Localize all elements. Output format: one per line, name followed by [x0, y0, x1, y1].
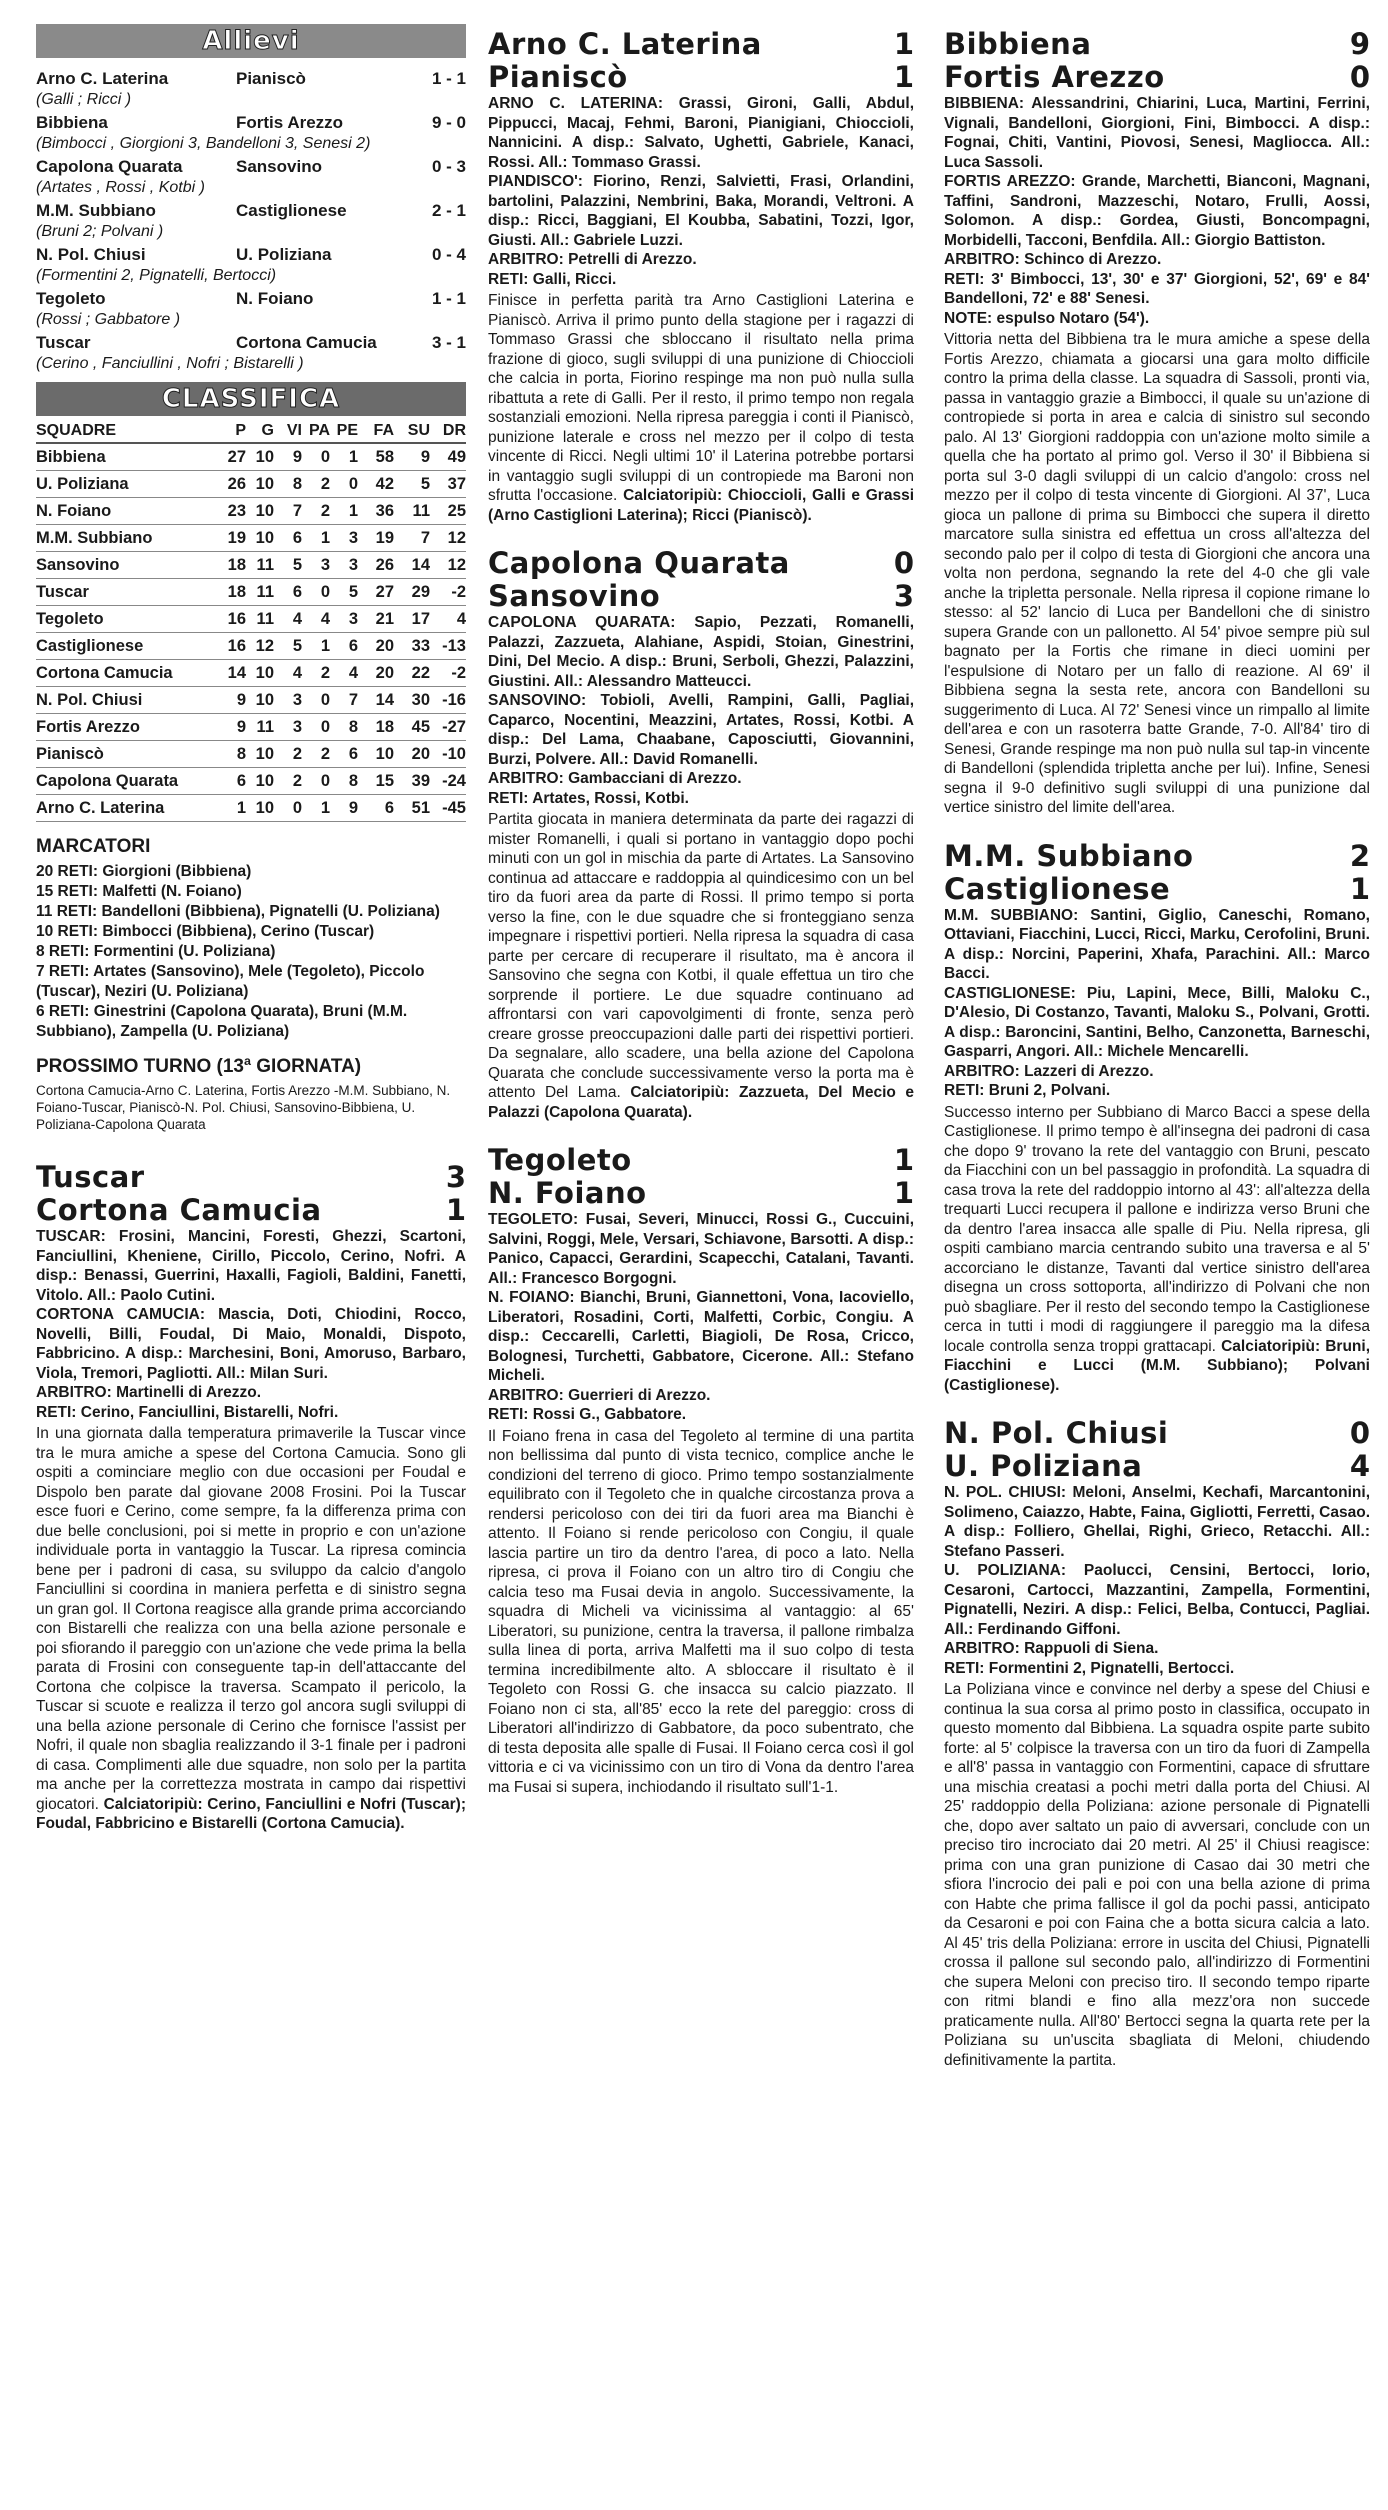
- table-row: [36, 741, 466, 768]
- result-row: [36, 288, 466, 310]
- column-right: [944, 24, 1370, 2070]
- away-team: Fortis Arezzo: [944, 60, 1165, 94]
- stat-cell: 4: [330, 660, 358, 687]
- away-lineup: PIANDISCO': Fiorino, Renzi, Salvietti, Frasi, Orlandini, bartolini, Palazzini, Nembrini, Baka, Morandi, Veltroni. A disp.: Ricci, Baggiani, El Koubba, Sabatini, Tozzi, Igor, Giusti. All.: Gabriele Luzzi.: [488, 173, 914, 249]
- home-score: 3: [445, 1160, 466, 1194]
- stat-cell: 6: [358, 795, 394, 822]
- stat-cell: 15: [358, 768, 394, 795]
- match-subbiano: [944, 840, 1370, 1396]
- table-row: [36, 714, 466, 741]
- home-lineup: TEGOLETO: Fusai, Severi, Minucci, Rossi G., Cuccuini, Salvini, Roggi, Mele, Versari, Schiavone, Barsotti. A disp.: Panico, Capacci, Gerardini, Scapecchi, Catalani, Tavanti. All.: Francesco Borgogni.: [488, 1211, 914, 1287]
- result-row: [36, 332, 466, 354]
- stat-cell: 5: [274, 552, 302, 579]
- match-capolona: [488, 547, 914, 1122]
- stat-cell: 22: [394, 660, 430, 687]
- result-home: Bibbiena: [36, 113, 108, 132]
- match-report: In una giornata dalla temperatura primaverile la Tuscar vince tra le mura amiche a spese del Cortona Camucia. Sono gli ospiti a cominciare meglio con due occasioni per Foudal e Dispolo ben parate dal giovane 2008 Frosini. Poi la Tuscar esce fuori e Cerino, come sempre, fa la differenza prima con due belle conclusioni, poi si mette in proprio e con un'azione individuale porta in vantaggio la Tuscar. La ripresa comincia bene per i padroni di casa, su sviluppo da calcio d'angolo Fanciullini si coordina in maniera perfetta e di sinistro segna un gran gol. Il Cortona reagisce alla grande prima accorciando con Bistarelli che realizza con una bella azione personale e poi sfiorando il pareggio con un'azione che vede prima la bella parata di Frosini con conseguente tap-in dell'attaccante del Cortona che colpisce la traversa. Scampato il pericolo, la Tuscar si scuote e realizza il terzo gol ancora sugli sviluppi di una bella azione personale di Cerino che fornisce l'assist per Nofri, il quale non sbaglia realizzando il 3-1 finale per i padroni di casa. Complimenti alle due squadre, non solo per la partita ma anche per la correttezza mostrata in campo dai rispettivi giocatori. Calciatoripiù: Cerino, Fanciullini e Nofri (Tuscar); Foudal, Fabbricino e Bistarelli (Cortona Camucia).: [36, 1425, 466, 1832]
- stat-cell: 2: [302, 660, 330, 687]
- stat-cell: 8: [330, 768, 358, 795]
- stat-cell: 9: [218, 687, 246, 714]
- home-lineup: BIBBIENA: Alessandrini, Chiarini, Luca, Martini, Ferrini, Vignali, Bandelloni, Giorgioni, Fini, Bimbocci. A disp.: Fognai, Chiti, Vantini, Piovosi, Senesi, Magliocca. All.: Luca Sassoli.: [944, 95, 1370, 171]
- stat-cell: 8: [330, 714, 358, 741]
- home-team: Capolona Quarata: [488, 546, 790, 580]
- stat-cell: 12: [246, 633, 274, 660]
- stat-cell: 10: [246, 525, 274, 552]
- result-score: 1 - 1: [431, 289, 466, 308]
- result-away: Sansovino: [236, 157, 322, 176]
- team-name: Cortona Camucia: [36, 660, 218, 687]
- match-tuscar: [36, 1161, 466, 1834]
- result-home: M.M. Subbiano: [36, 201, 156, 220]
- stat-cell: 1: [218, 795, 246, 822]
- prossimo-text: Cortona Camucia-Arno C. Laterina, Fortis Arezzo -M.M. Subbiano, N. Foiano-Tuscar, Pianiscò-N. Pol. Chiusi, Sansovino-Bibbiena, U. Poliziana-Capolona Quarata: [36, 1083, 451, 1132]
- away-score: 4: [1349, 1449, 1370, 1483]
- team-name: Bibbiena: [36, 443, 218, 471]
- stat-cell: 0: [330, 471, 358, 498]
- stat-cell: 58: [358, 443, 394, 471]
- result-score: 1 - 1: [431, 69, 466, 88]
- standings-header: [36, 422, 466, 443]
- scorer-line: 6 RETI: Ginestrini (Capolona Quarata), Bruni (M.M. Subbiano), Zampella (U. Poliziana): [36, 1003, 408, 1040]
- result-away: N. Foiano: [236, 289, 314, 308]
- stat-cell: 8: [218, 741, 246, 768]
- stat-cell: -13: [430, 633, 466, 660]
- stat-cell: -2: [430, 579, 466, 606]
- scorer-line: 8 RETI: Formentini (U. Poliziana): [36, 943, 276, 960]
- home-team: Arno C. Laterina: [488, 27, 762, 61]
- stat-cell: 11: [394, 498, 430, 525]
- home-lineup: CAPOLONA QUARATA: Sapio, Pezzati, Romanelli, Palazzi, Zazzueta, Alahiane, Aspidi, Stoian, Ginestrini, Dini, Del Mecio. A disp.: Bruni, Serboli, Ghezzi, Palazzini, Giustini. All.: Alessandro Matteucci.: [488, 614, 914, 690]
- home-lineup: TUSCAR: Frosini, Mancini, Foresti, Ghezzi, Scartoni, Fanciullini, Kheniene, Cirillo, Piccolo, Cerino, Nofri. A disp.: Benassi, Guerrini, Haxalli, Fagioli, Baldini, Fanetti, Vitolo. All.: Paolo Cutini.: [36, 1228, 466, 1304]
- home-score: 0: [1349, 1416, 1370, 1450]
- stat-cell: 6: [218, 768, 246, 795]
- result-away: Cortona Camucia: [236, 333, 377, 352]
- stat-cell: 10: [246, 471, 274, 498]
- classifica-banner: [36, 382, 466, 416]
- referee: ARBITRO: Martinelli di Arezzo.: [36, 1384, 262, 1401]
- stat-cell: 7: [274, 498, 302, 525]
- column-left: [36, 24, 466, 1834]
- match-report: Il Foiano frena in casa del Tegoleto al termine di una partita non bellissima dal punto di vista tecnico, complice anche le condizioni del terreno di gioco. Primo tempo sostanzialmente equilibrato con il Tegoleto che in qualche circostanza prova a rendersi pericoloso con dei tiri da fuori area ma Bianchi è attento. Il Foiano si rende pericoloso con Congiu, il quale lascia partire un tiro da dentro l'area, di poco a lato. Nella ripresa, ci prova il Foiano con un altro tiro di Congiu che calcia teso ma Fusai devia in angolo. Successivamente, la squadra di Micheli va vicinissima al vantaggio: al 65' Liberatori, su punizione, centra la traversa, il pallone rimbalza sulla linea di porta, arriva Malfetti ma il suo colpo di testa termina incredibilmente alto. A sbloccare il risultato è il Tegoleto con Rossi G. che insacca su calcio piazzato. Il Foiano non ci sta, all'85' ecco la rete del pareggio: cross di Liberatori all'indirizzo di Gabbatore, da poco subentrato, che di testa deposita alle spalle di Fusai. Il Foiano cerca così il gol vittoria e ci va vicinissimo con un tiro di Vona da dentro l'area ma Fusai si supera, inchiodando il risultato sull'1-1.: [488, 1427, 914, 1796]
- home-lineup: ARNO C. LATERINA: Grassi, Gironi, Galli, Abdul, Pippucci, Macaj, Fehmi, Baroni, Pianigiani, Chioccioli, Nannicini. A disp.: Salvato, Ughetti, Gabriele, Kanaci, Rossi. All.: Tommaso Grassi.: [488, 95, 914, 171]
- match-report: Finisce in perfetta parità tra Arno Castiglioni Laterina e Pianiscò. Arriva il primo punto della stagione per i ragazzi di Tommaso Grassi che sbloccano il risultato nella prima frazione di gioco, sugli sviluppi di una punizione di Chioccioli che calcia in porta, Fiorino respinge ma non può nulla sulla ribattuta a rete di Galli. Per il resto, il primo tempo non regala sostanziali emozioni. Nella ripresa pareggia i conti il Pianiscò, punizione laterale e cross nel mezzo per il colpo di testa vincente di Ricci. Negli ultimi 10' il Laterina potrebbe portarsi in vantaggio sugli sviluppi di un contropiede ma Baroni non sfrutta l'occasione. Calciatoripiù: Chioccioli, Galli e Grassi (Arno Castiglioni Laterina); Ricci (Pianiscò).: [488, 292, 915, 524]
- away-team: Pianiscò: [488, 60, 628, 94]
- results-list: [36, 68, 466, 374]
- stat-cell: 27: [218, 443, 246, 471]
- away-lineup: CORTONA CAMUCIA: Mascia, Doti, Chiodini, Rocco, Novelli, Billi, Foudal, Di Maio, Monaldi, Dispoto, Fabbricino. A disp.: Marchesini, Boni, Amoruso, Barbaro, Viola, Tremori, Pagliotti. All.: Milan Suri.: [36, 1306, 466, 1382]
- match-tegoleto: [488, 1144, 914, 1797]
- stat-cell: 11: [246, 606, 274, 633]
- allievi-title: Allievi: [202, 26, 300, 56]
- column-header: FA: [358, 422, 394, 443]
- stat-cell: 5: [330, 579, 358, 606]
- result-home: Capolona Quarata: [36, 157, 183, 176]
- stat-cell: 3: [330, 552, 358, 579]
- stat-cell: 2: [302, 498, 330, 525]
- goals: RETI: 3' Bimbocci, 13', 30' e 37' Giorgioni, 52', 69' e 84' Bandelloni, 72' e 88' Senesi.: [944, 270, 1370, 307]
- stat-cell: 12: [430, 552, 466, 579]
- stat-cell: 10: [246, 795, 274, 822]
- table-row: [36, 552, 466, 579]
- stat-cell: 2: [302, 741, 330, 768]
- home-team: M.M. Subbiano: [944, 838, 1194, 873]
- stat-cell: 5: [394, 471, 430, 498]
- away-lineup: N. FOIANO: Bianchi, Bruni, Giannettoni, Vona, Iacoviello, Liberatori, Rosadini, Corti, Malfetti, Corbic, Congiu. A disp.: Ceccarelli, Carletti, Biagioli, De Rosa, Cricco, Bolognesi, Turchetti, Gabbatore, Cicerone. All.: Stefano Micheli.: [488, 1289, 914, 1384]
- scorer-line: 20 RETI: Giorgioni (Bibbiena): [36, 863, 252, 880]
- table-row: [36, 768, 466, 795]
- stat-cell: 7: [330, 687, 358, 714]
- stat-cell: 14: [394, 552, 430, 579]
- result-row: [36, 68, 466, 90]
- column-header: PA: [302, 422, 330, 443]
- result-home: Arno C. Laterina: [36, 69, 169, 88]
- goals: RETI: Galli, Ricci.: [488, 270, 617, 288]
- result-home: N. Pol. Chiusi: [36, 245, 146, 264]
- column-header: P: [218, 422, 246, 443]
- column-header: DR: [430, 422, 466, 443]
- prossimo-title: PROSSIMO TURNO (13ª GIORNATA): [36, 1056, 362, 1077]
- table-row: [36, 795, 466, 822]
- stat-cell: 36: [358, 498, 394, 525]
- team-name: Tuscar: [36, 579, 218, 606]
- match-arno: [488, 28, 914, 525]
- stat-cell: 33: [394, 633, 430, 660]
- away-team: Cortona Camucia: [36, 1193, 322, 1227]
- team-name: Sansovino: [36, 552, 218, 579]
- table-row: [36, 606, 466, 633]
- stat-cell: 37: [430, 471, 466, 498]
- stat-cell: 10: [246, 768, 274, 795]
- allievi-banner: [36, 24, 466, 58]
- stat-cell: 6: [274, 525, 302, 552]
- stat-cell: 17: [394, 606, 430, 633]
- result-scorers: (Bimbocci , Giorgioni 3, Bandelloni 3, Senesi 2): [36, 135, 371, 152]
- column-header: G: [246, 422, 274, 443]
- team-name: Pianiscò: [36, 741, 218, 768]
- referee: ARBITRO: Rappuoli di Siena.: [944, 1640, 1159, 1657]
- match-report: Vittoria netta del Bibbiena tra le mura amiche a spese della Fortis Arezzo, chiamata a giocarsi una gara molto difficile contro la prima della classe. La squadra di Sassoli, pronti via, passa in vantaggio grazie a Bimbocci, il quale su un'azione di contropiede si porta in area e calcia di sinistro sul secondo palo. Al 13' Giorgioni raddoppia con un'azione molto simile a quella che ha portato al primo gol. Verso il 30' il Bibbiena si porta sul 3-0 dagli sviluppi di un calcio d'angolo: cross nel mezzo per il colpo di testa vincente di Giorgioni. Al 37', Luca gioca un pallone di prima su Bimbocci che supera il diretto marcatore sulla sinistra ed effettua un cross all'altezza del secondo palo per il colpo di testa di Giorgioni che ancora una volta non perdona, segnando la rete del 4-0 che gli vale anche la tripletta personale. Nella ripresa il copione rimane lo stesso: al 52' lancio di Luca per Bandelloni che di sinistro supera Grande con un pallonetto. Al 54' pivoe sempre più sul bagnato per la Fortis che rimane in dieci uomini per l'espulsione di Notaro per un fallo di reazione. Al 69' il Bibbiena segna la sesta rete, ancora con Bandelloni su suggerimento di Luca. Al 72' Senesi vince un rimpallo al limite dell'area e con un rasoterra batte Grande, 7-0. All'84' tiro di Senesi, Grande respinge ma non può nulla sul tap-in vincente di Bandelloni (splendida tripletta anche per lui). Infine, Senesi segna il 9-0 definitivo sugli sviluppi di una punizione dal vertice sinistro del limite dell'area.: [944, 331, 1370, 816]
- stat-cell: 2: [274, 768, 302, 795]
- stat-cell: 11: [246, 579, 274, 606]
- stat-cell: 2: [274, 741, 302, 768]
- stat-cell: 1: [302, 795, 330, 822]
- table-row: [36, 471, 466, 498]
- away-score: 1: [445, 1193, 466, 1227]
- stat-cell: 25: [430, 498, 466, 525]
- result-scorers: (Cerino , Fanciullini , Nofri ; Bistarelli ): [36, 355, 304, 372]
- goals: RETI: Rossi G., Gabbatore.: [488, 1406, 687, 1423]
- referee: ARBITRO: Lazzeri di Arezzo.: [944, 1062, 1154, 1080]
- team-name: M.M. Subbiano: [36, 525, 218, 552]
- result-score: 2 - 1: [431, 201, 466, 220]
- stat-cell: 18: [218, 552, 246, 579]
- home-score: 2: [1349, 838, 1370, 873]
- stat-cell: 9: [394, 443, 430, 471]
- stat-cell: 1: [302, 525, 330, 552]
- away-lineup: SANSOVINO: Tobioli, Avelli, Rampini, Galli, Pagliai, Caparco, Nocentini, Meazzini, Artates, Rossi, Kotbi. A disp.: Del Lama, Chaabane, Caposciutti, Giovannini, Burzi, Polvere. All.: David Romanelli.: [488, 692, 914, 768]
- table-row: [36, 579, 466, 606]
- away-score: 3: [893, 579, 914, 613]
- stat-cell: 14: [218, 660, 246, 687]
- result-home: Tegoleto: [36, 289, 106, 308]
- stat-cell: 1: [330, 498, 358, 525]
- home-score: 1: [893, 1143, 914, 1177]
- marcatori-title: MARCATORI: [36, 836, 151, 857]
- result-score: 0 - 4: [431, 245, 466, 264]
- goals: RETI: Formentini 2, Pignatelli, Bertocci.: [944, 1659, 1235, 1677]
- stat-cell: 0: [302, 768, 330, 795]
- stat-cell: 4: [274, 660, 302, 687]
- home-lineup: N. POL. CHIUSI: Meloni, Anselmi, Kechafi, Marcantonini, Solimeno, Caiazzo, Habte, Faina, Gigliotti, Ferretti, Casao. A disp.: Folliero, Ghellai, Righi, Grieco, Retacchi. All.: Stefano Passeri.: [944, 1484, 1370, 1560]
- stat-cell: 14: [358, 687, 394, 714]
- stat-cell: 10: [246, 741, 274, 768]
- result-away: Pianiscò: [236, 69, 306, 88]
- stat-cell: 19: [218, 525, 246, 552]
- stat-cell: 39: [394, 768, 430, 795]
- standings-table: [36, 422, 466, 822]
- away-score: 1: [893, 1176, 914, 1210]
- home-lineup: M.M. SUBBIANO: Santini, Giglio, Caneschi, Romano, Ottaviani, Fiacchini, Lucci, Ricci, Marku, Cerofolini, Bruni. A disp.: Norcini, Paperini, Xhafa, Parachini. All.: Marco Bacci.: [944, 906, 1370, 982]
- stat-cell: 3: [330, 525, 358, 552]
- stat-cell: -45: [430, 795, 466, 822]
- stat-cell: 42: [358, 471, 394, 498]
- away-team: Castiglionese: [944, 871, 1171, 906]
- table-row: [36, 633, 466, 660]
- referee: ARBITRO: Gambacciani di Arezzo.: [488, 770, 742, 787]
- column-header: VI: [274, 422, 302, 443]
- stat-cell: 27: [358, 579, 394, 606]
- stat-cell: 18: [358, 714, 394, 741]
- stat-cell: 0: [302, 443, 330, 471]
- stat-cell: 16: [218, 633, 246, 660]
- stat-cell: 4: [430, 606, 466, 633]
- team-name: U. Poliziana: [36, 471, 218, 498]
- stat-cell: 0: [274, 795, 302, 822]
- notes: NOTE: espulso Notaro (54').: [944, 309, 1150, 327]
- stat-cell: 20: [394, 741, 430, 768]
- home-score: 9: [1349, 27, 1370, 61]
- result-row: [36, 200, 466, 222]
- result-row: [36, 112, 466, 134]
- stat-cell: -27: [430, 714, 466, 741]
- stat-cell: 9: [274, 443, 302, 471]
- stat-cell: 0: [302, 714, 330, 741]
- stat-cell: 5: [274, 633, 302, 660]
- away-score: 1: [1349, 871, 1370, 906]
- team-name: N. Foiano: [36, 498, 218, 525]
- stat-cell: 9: [330, 795, 358, 822]
- table-row: [36, 660, 466, 687]
- stat-cell: 9: [218, 714, 246, 741]
- stat-cell: 2: [302, 471, 330, 498]
- stat-cell: 11: [246, 714, 274, 741]
- stat-cell: 16: [218, 606, 246, 633]
- scorer-line: 11 RETI: Bandelloni (Bibbiena), Pignatelli (U. Poliziana): [36, 903, 440, 920]
- table-row: [36, 498, 466, 525]
- result-row: [36, 244, 466, 266]
- scorer-line: 10 RETI: Bimbocci (Bibbiena), Cerino (Tuscar): [36, 923, 375, 940]
- result-score: 0 - 3: [431, 157, 466, 176]
- table-row: [36, 525, 466, 552]
- home-score: 0: [893, 546, 914, 580]
- stat-cell: 19: [358, 525, 394, 552]
- stat-cell: 10: [246, 660, 274, 687]
- team-name: Fortis Arezzo: [36, 714, 218, 741]
- stat-cell: 3: [274, 687, 302, 714]
- result-away: U. Poliziana: [236, 245, 332, 264]
- away-lineup: U. POLIZIANA: Paolucci, Censini, Bertocci, Iorio, Cesaroni, Cartocci, Mazzantini, Zampella, Formentini, Pignatelli, Neziri. A disp.: Felici, Belba, Contucci, Pagliai. All.: Ferdinando Giffoni.: [944, 1562, 1370, 1638]
- stat-cell: 10: [246, 443, 274, 471]
- result-scorers: (Bruni 2; Polvani ): [36, 223, 164, 240]
- stat-cell: 29: [394, 579, 430, 606]
- result-home: Tuscar: [36, 333, 91, 352]
- referee: ARBITRO: Schinco di Arezzo.: [944, 251, 1162, 268]
- scorer-line: 15 RETI: Malfetti (N. Foiano): [36, 883, 242, 900]
- home-score: 1: [893, 27, 914, 61]
- goals: RETI: Artates, Rossi, Kotbi.: [488, 789, 689, 807]
- result-score: 3 - 1: [431, 333, 466, 352]
- column-middle: [488, 24, 914, 1797]
- team-name: Castiglionese: [36, 633, 218, 660]
- home-team: N. Pol. Chiusi: [944, 1416, 1169, 1450]
- stat-cell: 20: [358, 633, 394, 660]
- column-header: SU: [394, 422, 430, 443]
- stat-cell: 6: [330, 633, 358, 660]
- goals: RETI: Cerino, Fanciullini, Bistarelli, Nofri.: [36, 1403, 339, 1421]
- column-header: SQUADRE: [36, 422, 218, 443]
- stat-cell: 4: [274, 606, 302, 633]
- stat-cell: 10: [358, 741, 394, 768]
- stat-cell: 12: [430, 525, 466, 552]
- stat-cell: -24: [430, 768, 466, 795]
- stat-cell: 1: [330, 443, 358, 471]
- match-bibbiena: [944, 28, 1370, 818]
- column-header: PE: [330, 422, 358, 443]
- table-row: [36, 687, 466, 714]
- match-chiusi: [944, 1417, 1370, 2070]
- stat-cell: 18: [218, 579, 246, 606]
- stat-cell: 10: [246, 498, 274, 525]
- stat-cell: 4: [302, 606, 330, 633]
- match-report: La Poliziana vince e convince nel derby a spese del Chiusi e continua la sua corsa al primo posto in classifica, occupato in questo momento dal Bibbiena. La squadra ospite parte subito forte: al 5' colpisce la traversa con un tiro da fuori di Zampella e all'8' passa in vantaggio con Formentini, capace di sfruttare una mischia creatasi a pochi metri dalla porta del Chiusi. Al 25' raddoppio della Poliziana: azione personale di Pignatelli che, dopo aver saltato un paio di avversari, conclude con un preciso tiro incrociato dai 20 metri. Al 25' il Chiusi reagisce: prima con una gran punizione di Casao dai 30 metri che sfiora l'incrocio dei pali e poi con una bella azione di prima con Habte che prima fallisce il gol da pochi passi, anticipato da Cesaroni e poi con Faina che a botta sicura calcia a lato. Al 45' tris della Poliziana: errore in uscita del Chiusi, Pignatelli crossa il pallone sul secondo palo, all'indirizzo di Formentini che supera Meloni con preciso tiro. Il secondo tempo riparte con ritmi blandi e fino alla mezz'ora non succede praticamente nulla. All'80' Bertocci segna la quarta rete per la Poliziana su un'uscita sbagliata di Meloni, chiudendo definitivamente la partita.: [944, 1681, 1370, 2069]
- away-score: 1: [893, 60, 914, 94]
- away-lineup: FORTIS AREZZO: Grande, Marchetti, Bianconi, Magnani, Taffini, Sandroni, Mazzeschi, Notaro, Frulli, Aossi, Solomon. A disp.: Gordea, Giusti, Boncompagni, Morbidelli, Tacconi, Benfdila. All.: Giorgio Battiston.: [944, 173, 1370, 249]
- referee: ARBITRO: Guerrieri di Arezzo.: [488, 1386, 711, 1404]
- stat-cell: 10: [246, 687, 274, 714]
- stat-cell: 26: [218, 471, 246, 498]
- away-lineup: CASTIGLIONESE: Piu, Lapini, Mece, Billi, Maloku C., D'Alesio, Di Costanzo, Tavanti, Maloku S., Polvani, Grotti. A disp.: Baroncini, Santini, Belho, Canzonetta, Barneschi, Gasparri, Angori. All.: Michele Mencarelli.: [944, 984, 1370, 1060]
- result-away: Castiglionese: [236, 201, 347, 220]
- stat-cell: 3: [274, 714, 302, 741]
- stat-cell: 3: [330, 606, 358, 633]
- away-team: N. Foiano: [488, 1176, 647, 1210]
- match-report: Successo interno per Subbiano di Marco Bacci a spese della Castiglionese. Il primo tempo è all'insegna dei padroni di casa che dopo 9' trovano la rete del vantaggio con Bruni, pescato da Fiacchini con un bel passaggio in profondità. La squadra di casa trova la rete del raddoppio intorno al 43': all'altezza della trequarti Lucci recupera il pallone e indirizza verso Bruni che da dentro l'area insacca alle spalle di Piu. Nella ripresa, gli ospiti cambiano marcia centrando subito una traversa e al 5' accorciano le distanze, Tavanti dal vertice sinistro dell'area disegna un cross sottoporta, all'indirizzo di Polvani che non può sbagliare. Per il resto del secondo tempo la Castiglionese cerca in tutti i modi di raggiungere il pareggio ma la difesa locale controlla senza troppi grattacapi. Calciatoripiù: Bruni, Fiacchini e Lucci (M.M. Subbiano); Polvani (Castiglionese).: [944, 1103, 1371, 1394]
- stat-cell: 8: [274, 471, 302, 498]
- stat-cell: 23: [218, 498, 246, 525]
- stat-cell: -10: [430, 741, 466, 768]
- result-score: 9 - 0: [431, 113, 466, 132]
- stat-cell: 11: [246, 552, 274, 579]
- stat-cell: 20: [358, 660, 394, 687]
- stat-cell: 30: [394, 687, 430, 714]
- scorer-line: 7 RETI: Artates (Sansovino), Mele (Tegoleto), Piccolo (Tuscar), Neziri (U. Poliziana): [36, 963, 425, 1000]
- away-team: Sansovino: [488, 579, 661, 613]
- result-scorers: (Rossi ; Gabbatore ): [36, 311, 181, 328]
- result-scorers: (Formentini 2, Pignatelli, Bertocci): [36, 267, 277, 284]
- stat-cell: 1: [302, 633, 330, 660]
- result-away: Fortis Arezzo: [236, 113, 344, 132]
- stat-cell: 0: [302, 687, 330, 714]
- team-name: Tegoleto: [36, 606, 218, 633]
- stat-cell: 45: [394, 714, 430, 741]
- stat-cell: 51: [394, 795, 430, 822]
- table-row: [36, 443, 466, 471]
- stat-cell: 6: [330, 741, 358, 768]
- classifica-title: CLASSIFICA: [161, 384, 341, 414]
- marcatori-list: [36, 862, 466, 1042]
- team-name: Capolona Quarata: [36, 768, 218, 795]
- stat-cell: -16: [430, 687, 466, 714]
- stat-cell: 26: [358, 552, 394, 579]
- stat-cell: 21: [358, 606, 394, 633]
- stat-cell: -2: [430, 660, 466, 687]
- team-name: N. Pol. Chiusi: [36, 687, 218, 714]
- stat-cell: 7: [394, 525, 430, 552]
- home-team: Tuscar: [36, 1160, 145, 1194]
- result-scorers: (Artates , Rossi , Kotbi ): [36, 179, 205, 196]
- stat-cell: 6: [274, 579, 302, 606]
- team-name: Arno C. Laterina: [36, 795, 218, 822]
- stat-cell: 0: [302, 579, 330, 606]
- referee: ARBITRO: Petrelli di Arezzo.: [488, 251, 697, 268]
- match-report: Partita giocata in maniera determinata da parte dei ragazzi di mister Romanelli, i quali si portano in vantaggio dopo pochi minuti con un gol in mischia da parte di Artates. La Sansovino continua ad attaccare e raddoppia al quindicesimo con un bel tiro da fuori area da parte di Rossi. Il primo tempo si porta verso la fine, con le due squadre che si fronteggiano senza impegnare i rispettivi portieri. Nella ripresa la squadra di casa parte per cercare di recuperare il risultato, ma è ancora il Sansovino che segna con Kotbi, il quale effettua un tiro che sorprende il portiere. Le due squadre continuano ad affrontarsi con vari capovolgimenti di fronte, senza però creare grosse preoccupazioni dalle parti dei rispettivi portieri. Da segnalare, allo scadere, una bella azione del Capolona Quarata che conclude successivamente verso la porta ma è attento Del Lama. Calciatoripiù: Zazzueta, Del Mecio e Palazzi (Capolona Quarata).: [488, 811, 915, 1121]
- stat-cell: 49: [430, 443, 466, 471]
- away-score: 0: [1349, 60, 1370, 94]
- result-row: [36, 156, 466, 178]
- home-team: Tegoleto: [488, 1143, 632, 1177]
- home-team: Bibbiena: [944, 27, 1092, 61]
- stat-cell: 3: [302, 552, 330, 579]
- result-scorers: (Galli ; Ricci ): [36, 91, 132, 108]
- goals: RETI: Bruni 2, Polvani.: [944, 1082, 1111, 1099]
- away-team: U. Poliziana: [944, 1449, 1143, 1483]
